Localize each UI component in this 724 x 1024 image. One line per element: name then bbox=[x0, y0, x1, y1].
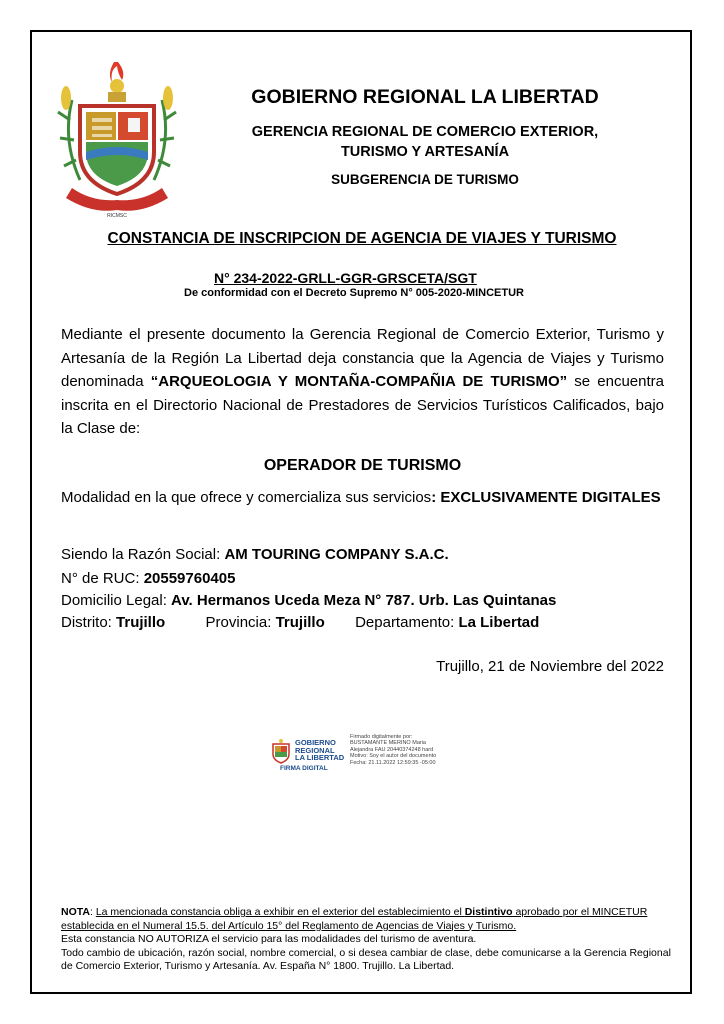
signature-logo-line-3: LA LIBERTAD bbox=[295, 753, 345, 763]
signature-crest-icon bbox=[270, 738, 292, 764]
location-line bbox=[61, 614, 664, 631]
razon-social-line bbox=[61, 546, 449, 563]
signature-details bbox=[350, 734, 460, 766]
modality-line bbox=[61, 488, 664, 508]
org-name: GOBIERNO REGIONAL LA LIBERTAD bbox=[251, 86, 599, 108]
body-text-2: se encuentra inscrita en el Directorio Nacional de Prestadores de Servicios Turísticos Calificados, bajo la Clase de: bbox=[61, 373, 664, 437]
note-text-1: La mencionada constancia obliga a exhibir en el exterior del establecimiento el bbox=[95, 906, 465, 918]
distrito-value: Trujillo bbox=[116, 614, 166, 631]
body-paragraph bbox=[61, 323, 664, 441]
provincia-value: Trujillo bbox=[275, 614, 325, 631]
agency-name: “ARQUEOLOGIA Y MONTAÑA-COMPAÑIA DE TURISMO” bbox=[150, 373, 568, 390]
issue-date: Trujillo, 21 de Noviembre del 2022 bbox=[436, 658, 664, 675]
firma-digital-label: FIRMA DIGITAL bbox=[280, 765, 328, 772]
razon-social-value: AM TOURING COMPANY S.A.C. bbox=[224, 546, 449, 563]
ruc-label: N° de RUC: bbox=[61, 570, 144, 587]
razon-social-label: Siendo la Razón Social: bbox=[61, 546, 225, 563]
note-separator: : bbox=[89, 906, 96, 918]
departamento-value: La Libertad bbox=[458, 614, 540, 631]
document-title: CONSTANCIA DE INSCRIPCION DE AGENCIA DE VIAJES Y TURISMO bbox=[107, 230, 617, 247]
domicilio-value: Av. Hermanos Uceda Meza N° 787. Urb. Las Quintanas bbox=[171, 592, 557, 609]
signature-text-4: Motivo: Soy el autor del documento bbox=[350, 753, 437, 760]
crest-caption: RICMSC bbox=[107, 213, 127, 218]
agency-class: OPERADOR DE TURISMO bbox=[263, 457, 462, 474]
signature-logo-line-1: GOBIERNO bbox=[295, 738, 336, 747]
note-line-3: Todo cambio de ubicación, razón social, nombre comercial, o si desea cambiar de clase, debe comunicarse a la Gerencia Regional de Comercio Exterior, Turismo y Artesanía. Av. España N° 1800. Trujillo. La Libertad. bbox=[61, 946, 671, 973]
modality-label: Modalidad en la que ofrece y comercializa sus servicios bbox=[61, 489, 432, 506]
note-line-1 bbox=[61, 906, 673, 933]
signature-logo bbox=[268, 736, 350, 776]
signature-text-3: Alejandra FAU 20440374248 hard bbox=[350, 746, 434, 753]
body-text-1: Mediante el presente documento la Gerencia Regional de Comercio Exterior, Turismo y Artesanía de la Región La Libertad deja constancia que la Agencia de Viajes y Turismo denominada bbox=[61, 326, 664, 390]
note-distintivo: Distintivo bbox=[464, 906, 513, 918]
domicilio-label: Domicilio Legal: bbox=[61, 592, 172, 609]
signature-text-1: Firmado digitalmente por: bbox=[350, 734, 413, 740]
ruc-line bbox=[61, 570, 235, 587]
note-line-2: Esta constancia NO AUTORIZA el servicio para las modalidades del turismo de aventura. bbox=[61, 933, 477, 946]
signature-logo-line-2: REGIONAL bbox=[295, 745, 335, 755]
modality-value: : EXCLUSIVAMENTE DIGITALES bbox=[431, 489, 661, 506]
department-line-1: GERENCIA REGIONAL DE COMERCIO EXTERIOR, bbox=[251, 124, 599, 140]
signature-text-2: BUSTAMANTE MERINO Maria bbox=[350, 740, 426, 747]
decree-reference: De conformidad con el Decreto Supremo N° 005-2020-MINCETUR bbox=[184, 287, 524, 299]
document-number: N° 234-2022-GRLL-GGR-GRSCETA/SGT bbox=[214, 270, 477, 286]
department-name bbox=[180, 122, 670, 162]
regional-crest-logo bbox=[52, 60, 182, 218]
domicilio-line bbox=[61, 592, 556, 609]
note-text-2: aprobado por el MINCETUR establecida en el Numeral 15.5. del Artículo 15° del Reglamento de Agencias de Viajes y Turismo. bbox=[61, 906, 648, 932]
signature-text-5: Fecha: 21.11.2022 12:59:35 -05:00 bbox=[350, 759, 436, 766]
footer-note bbox=[61, 906, 673, 974]
provincia-label: Provincia: bbox=[205, 614, 276, 631]
ruc-value: 20559760405 bbox=[143, 570, 236, 587]
department-line-2: TURISMO Y ARTESANÍA bbox=[340, 144, 510, 160]
departamento-label: Departamento: bbox=[355, 614, 459, 631]
subdepartment-name: SUBGERENCIA DE TURISMO bbox=[331, 172, 519, 187]
distrito-label: Distrito: bbox=[61, 614, 117, 631]
note-label: NOTA bbox=[61, 906, 90, 918]
